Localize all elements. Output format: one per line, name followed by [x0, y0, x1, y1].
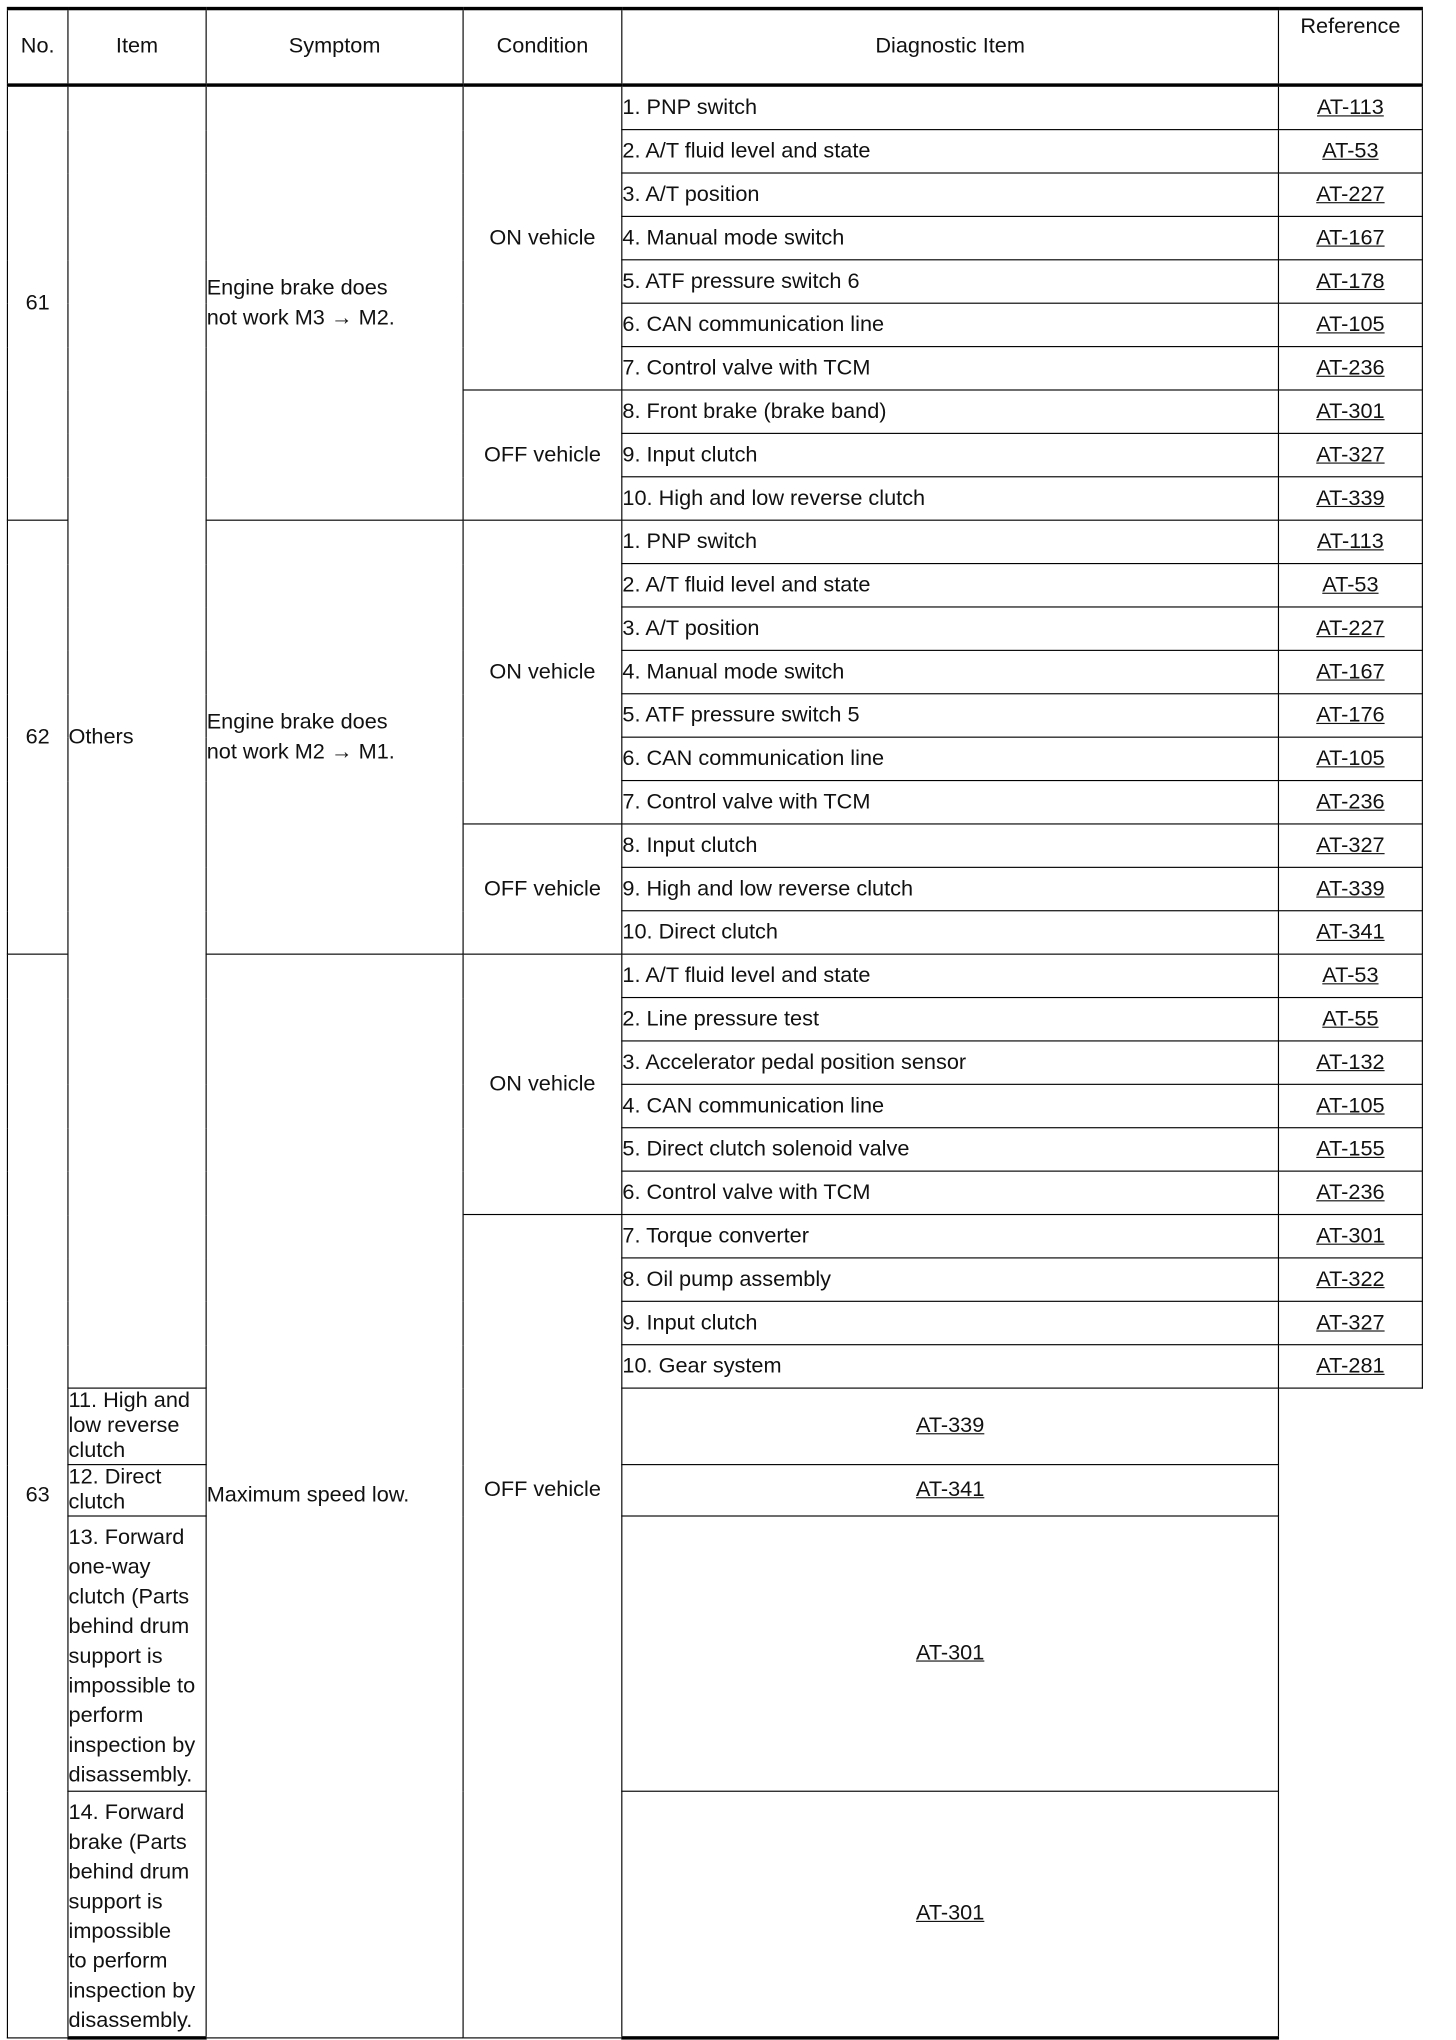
reference-link-cell	[1278, 694, 1422, 737]
reference-link[interactable]: AT-327	[1316, 1310, 1385, 1335]
reference-link[interactable]: AT-227	[1316, 616, 1385, 641]
reference-link-cell	[1278, 1128, 1422, 1171]
reference-link[interactable]: AT-105	[1316, 312, 1385, 337]
diagnostic-item: 1. A/T fluid level and state	[622, 954, 1279, 997]
reference-link-cell	[1278, 564, 1422, 607]
reference-link[interactable]: AT-301	[1316, 399, 1385, 424]
table-row	[7, 954, 1422, 997]
symptom-61	[206, 85, 463, 520]
condition-on-vehicle: ON vehicle	[463, 85, 622, 390]
condition-off-vehicle: OFF vehicle	[463, 824, 622, 954]
reference-link[interactable]: AT-339	[915, 1413, 985, 1438]
reference-link-cell	[1278, 85, 1422, 130]
symptom-61-line1: Engine brake does	[206, 275, 388, 300]
reference-link[interactable]: AT-236	[1316, 789, 1385, 814]
diagnostic-item-line2: impossible to perform inspection by disassembly.	[68, 1674, 196, 1788]
row-number-63: 63	[7, 954, 68, 2038]
symptom-62	[206, 520, 463, 954]
condition-on-vehicle: ON vehicle	[463, 954, 622, 1214]
reference-link-cell	[1278, 911, 1422, 954]
reference-link-cell	[1278, 1041, 1422, 1084]
symptom-62-line1: Engine brake does	[206, 709, 388, 734]
table-row	[7, 520, 1422, 563]
reference-link[interactable]: AT-327	[1316, 442, 1385, 467]
header-reference: Reference	[1278, 9, 1422, 86]
reference-link[interactable]: AT-236	[1316, 1180, 1385, 1205]
diagnostic-item-line1: 13. Forward one-way clutch (Parts behind drum support is	[68, 1525, 190, 1669]
reference-link[interactable]: AT-55	[1322, 1006, 1379, 1031]
diagnostic-item: 3. A/T position	[622, 173, 1279, 216]
diagnostic-item: 7. Control valve with TCM	[622, 347, 1279, 390]
reference-link-cell	[1278, 1301, 1422, 1344]
diagnostic-item: 1. PNP switch	[622, 85, 1279, 130]
diagnostic-item: 9. Input clutch	[622, 1301, 1279, 1344]
reference-link-cell	[1278, 303, 1422, 346]
reference-link[interactable]: AT-322	[1316, 1267, 1385, 1292]
reference-link-cell	[1278, 433, 1422, 476]
reference-link-cell	[1278, 173, 1422, 216]
diagnostic-item: 2. A/T fluid level and state	[622, 564, 1279, 607]
reference-link[interactable]: AT-105	[1316, 1093, 1385, 1118]
reference-link[interactable]: AT-113	[1317, 95, 1384, 120]
diagnostic-item: 2. A/T fluid level and state	[622, 130, 1279, 173]
diagnostic-item: 11. High and low reverse clutch	[68, 1388, 206, 1465]
reference-link-cell	[1278, 390, 1422, 433]
row-number-62: 62	[7, 520, 68, 954]
diagnostic-item: 7. Torque converter	[622, 1215, 1279, 1258]
reference-link[interactable]: AT-53	[1322, 138, 1379, 163]
reference-link-cell	[1278, 998, 1422, 1041]
reference-link-cell	[622, 1516, 1279, 1791]
diagnostic-item: 10. Direct clutch	[622, 911, 1279, 954]
reference-link[interactable]: AT-301	[915, 1641, 985, 1666]
reference-link[interactable]: AT-339	[1316, 485, 1385, 510]
reference-link[interactable]: AT-105	[1316, 746, 1385, 771]
reference-link[interactable]: AT-339	[1316, 876, 1385, 901]
diagnostic-item: 2. Line pressure test	[622, 998, 1279, 1041]
diagnostic-item: 6. CAN communication line	[622, 303, 1279, 346]
diagnostic-item: 3. Accelerator pedal position sensor	[622, 1041, 1279, 1084]
table-row	[7, 85, 1422, 130]
item-others: Others	[68, 85, 206, 1388]
reference-link[interactable]: AT-53	[1322, 572, 1379, 597]
reference-link-cell	[622, 1791, 1279, 2038]
diagnostic-item: 6. Control valve with TCM	[622, 1171, 1279, 1214]
diagnostic-item: 7. Control valve with TCM	[622, 781, 1279, 824]
reference-link[interactable]: AT-301	[1316, 1223, 1385, 1248]
reference-link[interactable]: AT-167	[1316, 659, 1385, 684]
diagnostic-item: 8. Input clutch	[622, 824, 1279, 867]
diagnostic-item: 5. ATF pressure switch 6	[622, 260, 1279, 303]
reference-link-cell	[1278, 1171, 1422, 1214]
diagnostic-item: 8. Front brake (brake band)	[622, 390, 1279, 433]
reference-link-cell	[1278, 650, 1422, 693]
reference-link-cell	[1278, 824, 1422, 867]
diagnostic-item	[68, 1516, 206, 1791]
condition-on-vehicle: ON vehicle	[463, 520, 622, 824]
reference-link-cell	[1278, 1215, 1422, 1258]
reference-link-cell	[1278, 477, 1422, 520]
diagnostic-item	[68, 1791, 206, 2038]
reference-link[interactable]: AT-301	[915, 1901, 985, 1926]
diagnostic-item: 1. PNP switch	[622, 520, 1279, 563]
reference-link[interactable]: AT-281	[1316, 1353, 1385, 1378]
reference-link-cell	[1278, 867, 1422, 910]
diagnostic-item: 5. Direct clutch solenoid valve	[622, 1128, 1279, 1171]
diagnostic-item: 9. Input clutch	[622, 433, 1279, 476]
diagnostic-item: 4. Manual mode switch	[622, 650, 1279, 693]
reference-link[interactable]: AT-132	[1316, 1050, 1385, 1075]
diagnostic-item: 10. High and low reverse clutch	[622, 477, 1279, 520]
diagnostic-item-line2: to perform inspection by disassembly.	[68, 1949, 196, 2033]
header-no: No.	[7, 9, 68, 86]
header-symptom: Symptom	[206, 9, 463, 86]
reference-link[interactable]: AT-227	[1316, 182, 1385, 207]
reference-link-cell	[1278, 1084, 1422, 1127]
diagnostic-item: 12. Direct clutch	[68, 1465, 206, 1516]
symptom-62-line2: not work M2 → M1.	[206, 739, 395, 764]
diagnostic-item: 8. Oil pump assembly	[622, 1258, 1279, 1301]
header-diagnostic-item: Diagnostic Item	[622, 9, 1279, 86]
diagnostic-item: 5. ATF pressure switch 5	[622, 694, 1279, 737]
reference-link[interactable]: AT-341	[915, 1477, 985, 1502]
row-number-61: 61	[7, 85, 68, 520]
reference-link-cell	[1278, 954, 1422, 997]
diagnostic-item: 9. High and low reverse clutch	[622, 867, 1279, 910]
reference-link-cell	[1278, 520, 1422, 563]
diagnostic-item-line1: 14. Forward brake (Parts behind drum support is impossible	[68, 1800, 190, 1944]
reference-link-cell	[1278, 216, 1422, 259]
reference-link-cell	[1278, 737, 1422, 780]
header-item: Item	[68, 9, 206, 86]
diagnostic-item: 3. A/T position	[622, 607, 1279, 650]
reference-link[interactable]: AT-113	[1317, 529, 1384, 554]
reference-link-cell	[1278, 347, 1422, 390]
diagnostic-item: 4. Manual mode switch	[622, 216, 1279, 259]
reference-link[interactable]: AT-155	[1316, 1136, 1385, 1161]
reference-link-cell	[1278, 1345, 1422, 1388]
reference-link[interactable]: AT-176	[1316, 702, 1385, 727]
diagnostic-item: 4. CAN communication line	[622, 1084, 1279, 1127]
reference-link-cell	[1278, 781, 1422, 824]
reference-link[interactable]: AT-167	[1316, 225, 1385, 250]
reference-link-cell	[622, 1465, 1279, 1516]
header-condition: Condition	[463, 9, 622, 86]
reference-link[interactable]: AT-341	[1316, 919, 1385, 944]
symptom-63: Maximum speed low.	[206, 954, 463, 2038]
symptom-61-line2: not work M3 → M2.	[206, 305, 395, 330]
condition-off-vehicle: OFF vehicle	[463, 1215, 622, 2038]
reference-link[interactable]: AT-178	[1316, 268, 1385, 293]
reference-link-cell	[1278, 1258, 1422, 1301]
reference-link[interactable]: AT-53	[1322, 963, 1379, 988]
header-row	[7, 9, 1422, 86]
reference-link-cell	[622, 1388, 1279, 1465]
diagnostic-table	[7, 7, 1423, 2040]
diagnostic-item: 10. Gear system	[622, 1345, 1279, 1388]
condition-off-vehicle: OFF vehicle	[463, 390, 622, 520]
reference-link-cell	[1278, 130, 1422, 173]
reference-link-cell	[1278, 260, 1422, 303]
reference-link-cell	[1278, 607, 1422, 650]
diagnostic-item: 6. CAN communication line	[622, 737, 1279, 780]
reference-link[interactable]: AT-236	[1316, 355, 1385, 380]
reference-link[interactable]: AT-327	[1316, 833, 1385, 858]
